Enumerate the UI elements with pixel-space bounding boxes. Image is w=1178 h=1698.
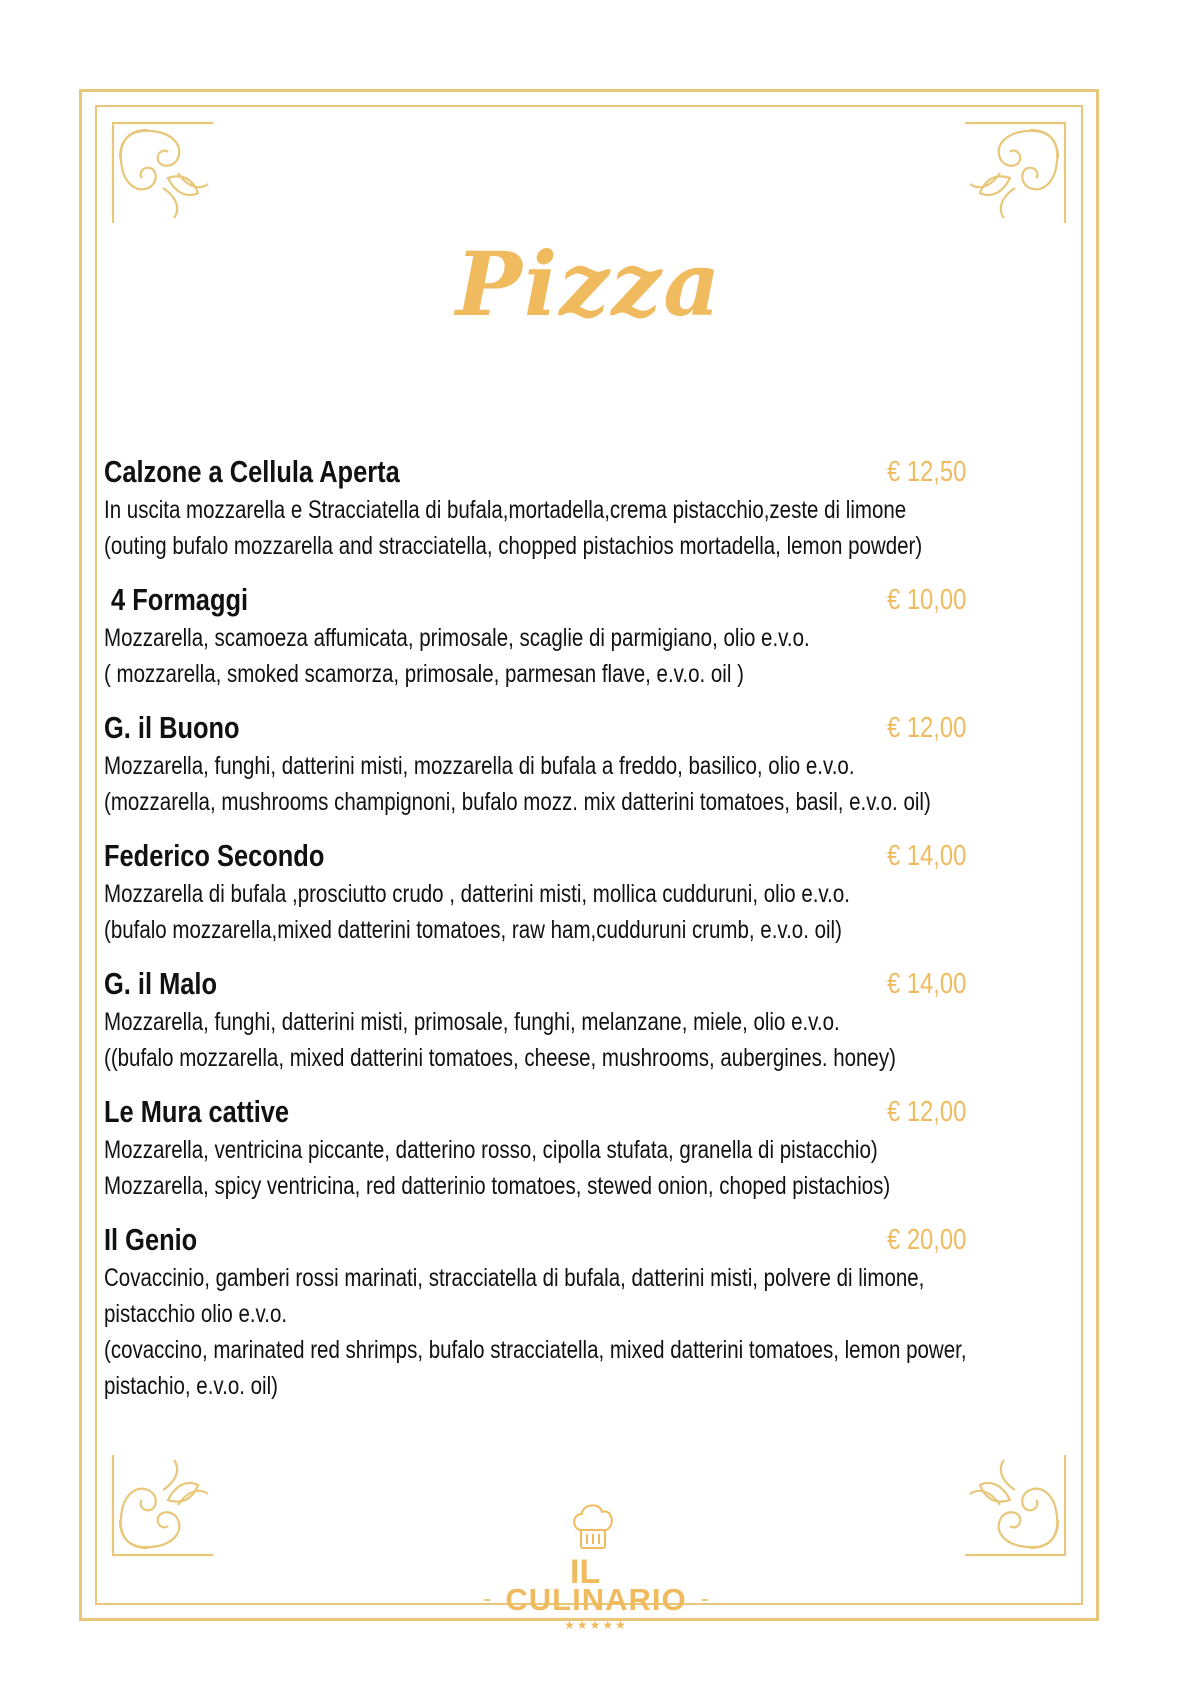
- item-name: G. il Malo: [104, 966, 217, 1001]
- item-price: € 14,00: [887, 968, 967, 1000]
- menu-list: [104, 452, 1094, 1420]
- logo-text: CULINARIO: [505, 1582, 687, 1617]
- corner-ornament-icon: [108, 118, 218, 228]
- item-name: Federico Secondo: [104, 838, 325, 873]
- item-description: ((bufalo mozzarella, mixed datterini tomatoes, cheese, mushrooms, aubergines. honey): [104, 1044, 896, 1072]
- chef-hat-icon: [570, 1500, 616, 1556]
- menu-item: [104, 580, 1094, 692]
- logo-stars: ★★★★★: [564, 1618, 628, 1632]
- menu-item: [104, 1220, 1094, 1404]
- menu-item: [104, 836, 1094, 948]
- corner-ornament-icon: [960, 118, 1070, 228]
- item-price: € 12,00: [887, 1096, 967, 1128]
- item-description: pistachio, e.v.o. oil): [104, 1372, 278, 1400]
- menu-item: [104, 452, 1094, 564]
- item-description: In uscita mozzarella e Stracciatella di bufala,mortadella,crema pistacchio,zeste di limone: [104, 496, 907, 524]
- item-description: Covaccinio, gamberi rossi marinati, stracciatella di bufala, datterini misti, polvere di limone,: [104, 1264, 925, 1292]
- item-description: (covaccino, marinated red shrimps, bufalo stracciatella, mixed datterini tomatoes, lemon power,: [104, 1336, 967, 1364]
- item-price: € 10,00: [887, 584, 967, 616]
- item-name: 4 Formaggi: [104, 582, 249, 617]
- menu-item: [104, 964, 1094, 1076]
- item-price: € 12,50: [887, 456, 967, 488]
- item-name: G. il Buono: [104, 710, 240, 745]
- item-price: € 14,00: [887, 840, 967, 872]
- item-description: Mozzarella di bufala ,prosciutto crudo , datterini misti, mollica cudduruni, olio e.v.o.: [104, 880, 850, 908]
- item-description: Mozzarella, ventricina piccante, datterino rosso, cipolla stufata, granella di pistacchio): [104, 1136, 878, 1164]
- item-description: (bufalo mozzarella,mixed datterini tomatoes, raw ham,cudduruni crumb, e.v.o. oil): [104, 916, 842, 944]
- item-description: Mozzarella, funghi, datterini misti, mozzarella di bufala a freddo, basilico, olio e.v.o.: [104, 752, 855, 780]
- item-name: Calzone a Cellula Aperta: [104, 454, 400, 489]
- logo-divider: [702, 1599, 708, 1601]
- menu-item: [104, 708, 1094, 820]
- page-title: Pizza: [455, 232, 723, 336]
- corner-ornament-icon: [960, 1450, 1070, 1560]
- menu-item: [104, 1092, 1094, 1204]
- item-description: ( mozzarella, smoked scamorza, primosale, parmesan flave, e.v.o. oil ): [104, 660, 744, 688]
- item-name: Il Genio: [104, 1222, 198, 1257]
- item-description: Mozzarella, spicy ventricina, red datterinio tomatoes, stewed onion, choped pistachios): [104, 1172, 891, 1200]
- corner-ornament-icon: [108, 1450, 218, 1560]
- item-description: (mozzarella, mushrooms champignoni, bufalo mozz. mix datterini tomatoes, basil, e.v.o. oil): [104, 788, 931, 816]
- item-description: pistacchio olio e.v.o.: [104, 1300, 288, 1328]
- item-price: € 12,00: [887, 712, 967, 744]
- logo-text: IL: [570, 1553, 601, 1591]
- item-name: Le Mura cattive: [104, 1094, 290, 1129]
- item-description: (outing bufalo mozzarella and stracciatella, chopped pistachios mortadella, lemon powder): [104, 532, 923, 560]
- item-description: Mozzarella, funghi, datterini misti, primosale, funghi, melanzane, miele, olio e.v.o.: [104, 1008, 840, 1036]
- item-price: € 20,00: [887, 1224, 967, 1256]
- item-description: Mozzarella, scamoeza affumicata, primosale, scaglie di parmigiano, olio e.v.o.: [104, 624, 810, 652]
